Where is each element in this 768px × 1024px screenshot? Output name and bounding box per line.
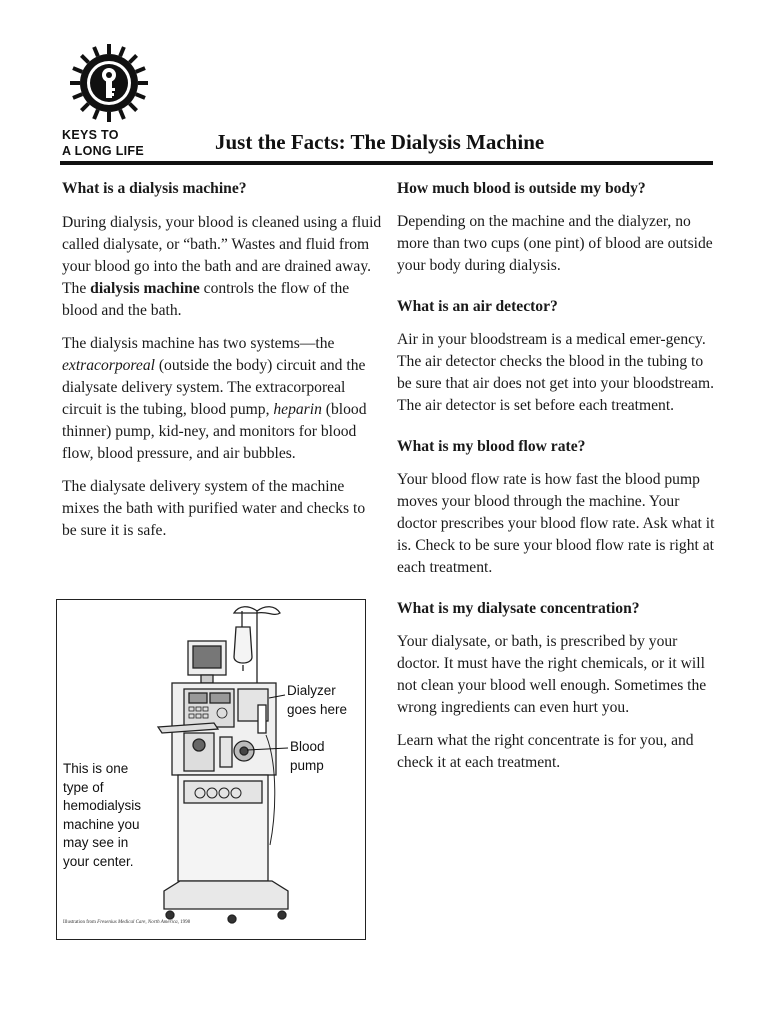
callout-dialyzer-line2: goes here [287, 701, 348, 717]
heading-blood-outside-body: How much blood is outside my body? [397, 180, 646, 197]
heading-blood-flow-rate: What is my blood flow rate? [397, 438, 586, 455]
paragraph-dialysis-intro [62, 212, 382, 322]
title-rule [60, 161, 713, 165]
paragraph-air-detector: Air in your bloodstream is a medical emer-gency. The air detector checks the blood in the tubing to be sure that air does not get into your bloodstream. The air detector is set before each treatment. [397, 331, 714, 414]
caption-line: This is one [63, 761, 129, 776]
paragraph-dialysate-concentration: Your dialysate, or bath, is prescribed by your doctor. It must have the right chemicals, or it will not clean your blood well enough. Sometimes the wrong ingredients can even hurt you. [397, 633, 707, 716]
heading-what-is-dialysis-machine: What is a dialysis machine? [62, 180, 247, 197]
logo-text [62, 127, 144, 159]
text-span: , 1998 [177, 920, 191, 925]
caption-line: type of [63, 779, 104, 795]
callout-blood-pump [290, 738, 325, 775]
callout-dialyzer-line1: Dialyzer [287, 683, 336, 698]
figure-caption [63, 760, 163, 871]
credit-source: Fresenius Medical Care, North America [97, 920, 178, 925]
caption-line: machine you [63, 816, 140, 832]
bold-term-dialysis-machine: dialysis machine [90, 280, 200, 297]
illustration-credit [63, 920, 190, 925]
logo-text-line2: A LONG LIFE [62, 144, 144, 158]
callout-dialyzer [287, 682, 347, 719]
paragraph-dialysate-delivery: The dialysate delivery system of the machine mixes the bath with purified water and checks to be sure it is safe. [62, 478, 366, 539]
right-column [397, 178, 717, 793]
left-column [62, 178, 382, 553]
paragraph-closing: Learn what the right concentrate is for you, and check it at each treatment. [397, 732, 694, 771]
italic-term-heparin: heparin [273, 401, 322, 418]
caption-line: may see in [63, 835, 129, 850]
italic-term-extracorporeal: extracorporeal [62, 357, 155, 374]
heading-air-detector: What is an air detector? [397, 298, 558, 315]
text-span: controls the flow of the blood and the bath. [62, 280, 350, 319]
text-span: During dialysis, your blood is cleaned using a fluid called dialysate, or “bath.” Wastes and fluid from your blood go into the bath and are drained away. The [62, 214, 382, 297]
text-span: Illustration from [63, 920, 98, 925]
callout-pump-line2: pump [290, 757, 324, 773]
keys-to-a-long-life-logo [70, 44, 148, 122]
caption-line: hemodialysis [63, 798, 142, 813]
text-span: (outside the body) circuit and the dialysate delivery system. The extracorporeal circuit is the tubing, blood pump, [62, 357, 366, 418]
paragraph-blood-flow-rate: Your blood flow rate is how fast the blood pump moves your blood through the machine. Your doctor prescribes your blood flow rate. Ask what it is. Check to be sure your blood flow rate is right at each treatment. [397, 471, 715, 576]
heading-dialysate-concentration: What is my dialysate concentration? [397, 600, 640, 617]
caption-line: your center. [63, 853, 134, 869]
page-title: Just the Facts: The Dialysis Machine [215, 130, 545, 154]
logo-text-line1: KEYS TO [62, 128, 119, 142]
figure-box [56, 599, 366, 940]
paragraph-two-systems [62, 333, 382, 465]
callout-pump-line1: Blood [290, 739, 325, 754]
text-span: (blood thinner) pump, kid-ney, and monitors for blood flow, blood pressure, and air bubbles. [62, 401, 367, 462]
paragraph-blood-outside-body: Depending on the machine and the dialyzer, no more than two cups (one pint) of blood are outside your body during dialysis. [397, 213, 713, 274]
text-span: The dialysis machine has two systems—the [62, 335, 335, 352]
